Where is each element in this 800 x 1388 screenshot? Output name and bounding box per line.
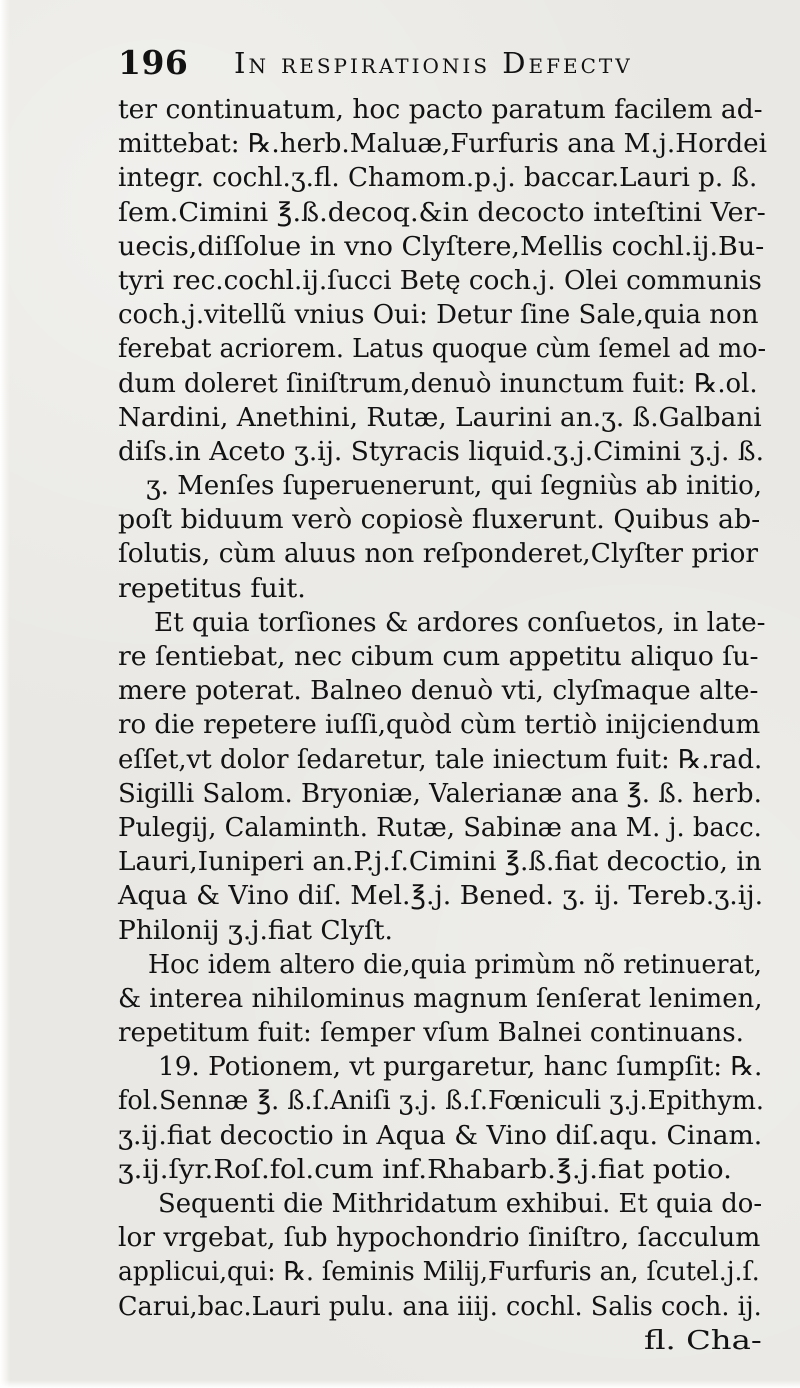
text-line: diſs.in Aceto ʒ.ij. Styracis liquid.ʒ.j.Cimini ʒ.j. ß. <box>118 436 764 467</box>
text-line: uecis,diſſolue in vno Clyſtere,Mellis cochl.ij.Bu- <box>118 231 765 262</box>
text-line: ʒ.ij.ſyr.Roſ.fol.cum inf.Rhabarb.℥.j.fiat potio. <box>118 1154 732 1185</box>
text-line: ʒ.ij.fiat decoctio in Aqua & Vino diſ.aqu. Cinam. <box>118 1120 763 1151</box>
running-title: In respirationis Defectv <box>234 46 633 80</box>
text-line: Nardini, Anethini, Rutæ, Laurini an.ʒ. ß.Galbani <box>118 402 762 433</box>
text-line: Lauri,Iuniperi an.P.j.ſ.Cimini ℥.ß.fiat decoctio, in <box>118 847 762 878</box>
text-line: Carui,bac.Lauri pulu. ana iiij. cochl. Salis coch. ij. <box>118 1291 762 1322</box>
text-line: coch.j.vitellũ vnius Oui: Detur ſine Sale,quia non <box>118 300 759 331</box>
text-line: Sigilli Salom. Bryoniæ, Valerianæ ana ℥. ß. herb. <box>118 778 762 809</box>
text-line: applicui,qui: ℞. ſeminis Milij,Furfuris an, ſcutel.j.ſ. <box>118 1257 760 1288</box>
page-number: 196 <box>118 43 189 82</box>
text-line: re ſentiebat, nec cibum cum appetitu aliquo ſu- <box>118 642 759 672</box>
text-line: repetitus fuit. <box>118 573 306 604</box>
text-line: ſolutis, cùm aluus non reſponderet,Clyſter prior <box>118 539 759 570</box>
text-line: poſt biduum verò copiosè fluxerunt. Quibus ab- <box>118 505 761 536</box>
text-line: Pulegij, Calaminth. Rutæ, Sabinæ ana M. j. bacc. <box>118 812 762 843</box>
text-line: ter continuatum, hoc pacto paratum facilem ad- <box>118 95 763 125</box>
text-line: 19. Potionem, vt purgaretur, hanc ſumpſit: ℞. <box>158 1052 763 1083</box>
text-line: ferebat acriorem. Latus quoque cùm ſemel ad mo- <box>118 334 767 365</box>
text-line: Hoc idem altero die,quia primùm nõ retinuerat, <box>148 949 762 980</box>
page-edge-bottom <box>0 1380 800 1388</box>
text-line: Et quia torſiones & ardores conſuetos, in late- <box>154 607 766 638</box>
text-line: Aqua & Vino diſ. Mel.℥.j. Bened. ʒ. ij. Tereb.ʒ.ij. <box>118 881 764 912</box>
text-line: fl. Cha- <box>644 1325 762 1356</box>
text-line: fol.Sennæ ℥. ß.ſ.Aniſi ʒ.j. ß.ſ.Fœniculi ʒ.j.Epithym. <box>118 1086 765 1117</box>
text-line: ſem.Cimini ℥.ß.decoq.&in decocto inteſtini Ver- <box>118 197 766 228</box>
text-line: dum doleret ſiniſtrum,denuò inunctum fuit: ℞.ol. <box>118 368 758 399</box>
page-edge-left <box>0 0 10 1388</box>
text-line: lor vrgebat, ſub hypochondrio ſiniſtro, ſacculum <box>118 1223 761 1254</box>
text-line: repetitum fuit: ſemper vſum Balnei continuans. <box>118 1018 744 1049</box>
page-header <box>118 40 718 86</box>
text-line: eſſet,vt dolor ſedaretur, tale iniectum fuit: ℞.rad. <box>118 744 763 775</box>
body-text <box>118 93 768 1358</box>
text-line: tyri rec.cochl.ij.ſucci Betę coch.j. Olei communis <box>118 265 762 296</box>
text-line: ro die repetere iuſſi,quòd cùm tertiò inijciendum <box>118 710 761 741</box>
text-line: Sequenti die Mithridatum exhibui. Et quia do- <box>158 1189 763 1219</box>
text-line: Philonij ʒ.j.fiat Clyſt. <box>118 915 393 946</box>
text-line: mere poterat. Balneo denuò vti, clyſmaque alte- <box>118 676 759 707</box>
text-line: ʒ. Menſes ſuperuenerunt, qui ſegniùs ab initio, <box>146 471 763 502</box>
text-line: & interea nihilominus magnum ſenſerat lenimen, <box>118 983 763 1014</box>
text-line: mittebat: ℞.herb.Maluæ,Furfuris ana M.j.Hordei <box>118 129 768 160</box>
text-line: integr. cochl.ʒ.fl. Chamom.p.j. baccar.Lauri p. ß. <box>118 163 758 194</box>
